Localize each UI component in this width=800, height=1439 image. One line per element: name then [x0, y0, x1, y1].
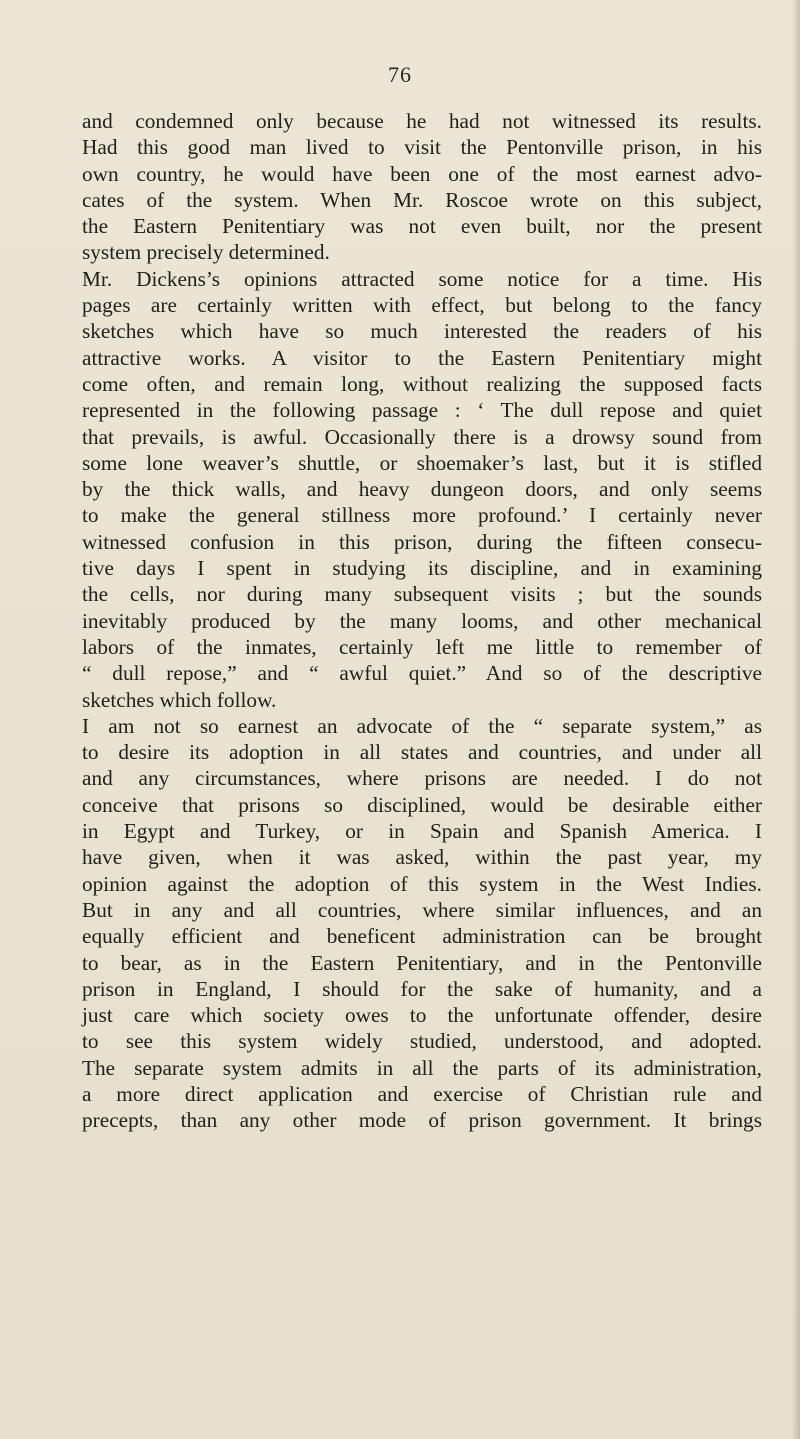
text-line: and any circumstances, where prisons are needed. I do not	[82, 766, 762, 791]
text-line: Had this good man lived to visit the Pentonville prison, in his	[82, 135, 762, 160]
text-line: prison in England, I should for the sake of humanity, and a	[82, 976, 762, 1001]
text-line: cates of the system. When Mr. Roscoe wrote on this subject,	[82, 187, 762, 212]
text-line: “ dull repose,” and “ awful quiet.” And so of the descriptive	[82, 661, 762, 686]
text-line: I am not so earnest an advocate of the “ separate system,” as	[82, 713, 762, 738]
text-line: own country, he would have been one of the most earnest advo-	[82, 161, 762, 186]
text-line: to make the general stillness more profound.’ I certainly never	[82, 503, 762, 528]
text-line: equally efficient and beneficent administration can be brought	[82, 924, 762, 949]
text-line: system precisely determined.	[82, 240, 330, 265]
text-line: that prevails, is awful. Occasionally there is a drowsy sound from	[82, 424, 762, 449]
text-line: a more direct application and exercise of Christian rule and	[82, 1081, 762, 1106]
text-line: sketches which follow.	[82, 687, 277, 712]
text-line: labors of the inmates, certainly left me little to remember of	[82, 634, 762, 659]
text-line: and condemned only because he had not witnessed its results.	[82, 109, 762, 133]
page-edge-shadow	[792, 0, 800, 1439]
text-line: represented in the following passage : ‘ The dull repose and quiet	[82, 398, 762, 423]
text-line: in Egypt and Turkey, or in Spain and Spanish America. I	[82, 819, 762, 844]
text-line: But in any and all countries, where similar influences, and an	[82, 897, 762, 922]
text-line: The separate system admits in all the parts of its administration,	[82, 1055, 762, 1080]
text-line: Mr. Dickens’s opinions attracted some notice for a time. His	[82, 266, 762, 291]
text-line: tive days I spent in studying its discipline, and in examining	[82, 556, 762, 581]
text-line: inevitably produced by the many looms, and other mechanical	[82, 608, 762, 633]
text-line: witnessed confusion in this prison, during the fifteen consecu-	[82, 529, 762, 554]
text-line: come often, and remain long, without realizing the supposed facts	[82, 371, 762, 396]
text-line: to see this system widely studied, understood, and adopted.	[82, 1029, 762, 1054]
text-line: have given, when it was asked, within the past year, my	[82, 845, 762, 870]
text-line: the cells, nor during many subsequent visits ; but the sounds	[82, 582, 762, 607]
text-line: to bear, as in the Eastern Penitentiary, and in the Pentonville	[82, 950, 762, 975]
body-text	[82, 108, 762, 1134]
text-line: sketches which have so much interested the readers of his	[82, 319, 762, 344]
text-line: to desire its adoption in all states and countries, and under all	[82, 740, 762, 765]
text-line: attractive works. A visitor to the Eastern Penitentiary might	[82, 345, 762, 370]
text-line: opinion against the adoption of this system in the West Indies.	[82, 871, 762, 896]
text-line: by the thick walls, and heavy dungeon doors, and only seems	[82, 477, 762, 502]
text-line: precepts, than any other mode of prison government. It brings	[82, 1108, 762, 1133]
text-line: just care which society owes to the unfortunate offender, desire	[82, 1003, 762, 1028]
text-line: some lone weaver’s shuttle, or shoemaker’s last, but it is stifled	[82, 450, 762, 475]
text-line: the Eastern Penitentiary was not even built, nor the present	[82, 214, 762, 239]
text-line: conceive that prisons so disciplined, would be desirable either	[82, 792, 762, 817]
text-line: pages are certainly written with effect, but belong to the fancy	[82, 293, 762, 318]
page-number: 76	[388, 62, 412, 87]
